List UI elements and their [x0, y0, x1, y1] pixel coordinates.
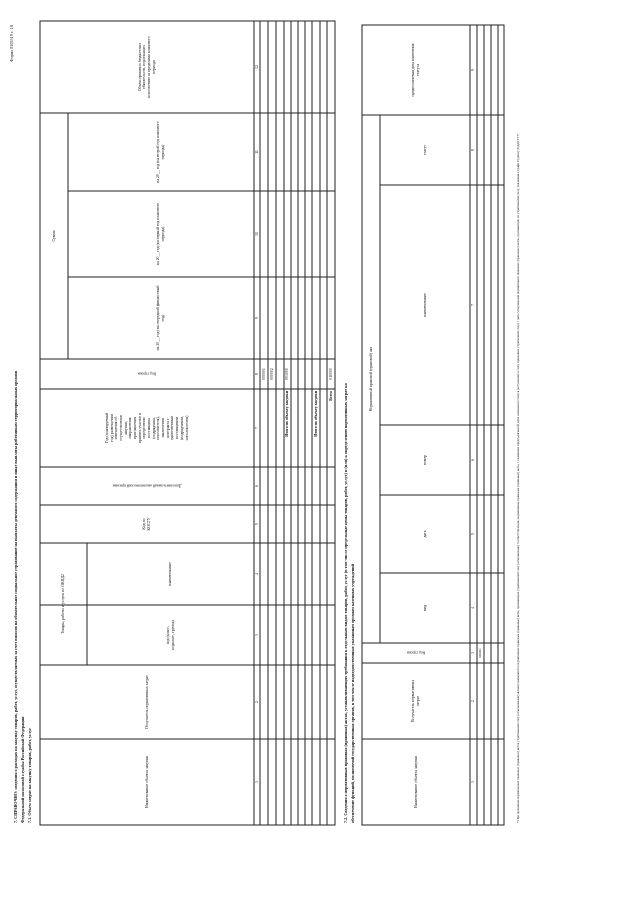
t72-col-planned-date: предполагаемая дата изменения статуса: [411, 43, 420, 97]
t71-col-year: Год (планируемый год) размещения извещения об осуществлении закупки, направления приглашения принять участие в определении поставщика (подрядчика, исполнителя), заключения контракта с единственным поставщиком (подрядчиком, исполнителем): [104, 412, 189, 444]
t72-num-9: 9: [471, 69, 476, 71]
section7-subheading: Федеральной налоговой службы Российской Федерации: [20, 716, 25, 823]
t72-col-number: номер: [422, 454, 427, 466]
t71-row-code-2: 000002: [269, 368, 274, 380]
t71-col-sum-y3: на 20__ год (на второй год планового периода): [156, 121, 165, 183]
t71-col-recipient: Получатель нормативных затрат: [144, 675, 149, 729]
t71-col-okpd-code: код (класс, подкласс, группа): [165, 620, 175, 650]
t71-col-analytic-text: Дополнительный аналитический признак: [112, 484, 182, 488]
section72-heading2: обеспечение функций, полномочий государственных органов, в том числе подведомственных указанным органам казенных учреждений: [350, 564, 355, 823]
t71-col-sum-group: Сумма: [51, 230, 56, 242]
form-code: Форма 0505519 с. 18: [9, 25, 14, 62]
t71-row-code-1: 000001: [261, 368, 266, 380]
t71-col-okpd-name: наименование: [168, 562, 173, 586]
t71-num-7: 7: [254, 427, 259, 429]
t71-num-2: 2: [254, 701, 259, 703]
t72-num-5: 5: [471, 533, 476, 535]
t72-col-date: дата: [422, 530, 427, 538]
t71-total-label: Всего: [328, 391, 333, 401]
t71-total-code: 010000: [328, 368, 333, 380]
t72-num-3: 3: [471, 652, 476, 654]
t72-col-act-group: Нормативный правовой (правовой) акт: [368, 346, 373, 412]
t71-num-4: 4: [254, 573, 259, 575]
t71-num-12: 12: [254, 65, 259, 69]
t71-num-11: 11: [254, 150, 259, 154]
t72-col-kind: вид: [422, 605, 427, 611]
t71-col-volume: Объем принятых бюджетных обязательств, подлежащих исполнению за пределами планового периода: [137, 36, 156, 98]
t72-col-line-code: [362, 643, 470, 663]
section71-heading: 7.1. Объем затрат на закупку товаров, работ, услуг: [27, 727, 32, 823]
t71-col-name: Наименование объекта закупки: [144, 755, 149, 809]
t72-num-6: 6: [471, 459, 476, 461]
t72-num-2: 2: [471, 700, 476, 702]
t72-num-4: 4: [471, 607, 476, 609]
t72-num-1: 1: [471, 781, 476, 783]
t71-num-1: 1: [254, 781, 259, 783]
t71-num-8: 8: [254, 373, 259, 375]
t71-num-5: 5: [254, 523, 259, 525]
t71-col-kosgu: Код по КОСГУ: [142, 517, 151, 531]
t72-col-status: статус: [422, 144, 427, 156]
t71-col-sum-y1: на 20__ год (на очередной финансовый год): [156, 285, 165, 351]
t72-col-recipient: Получатель нормативных затрат: [411, 679, 420, 723]
section72-heading: 7.2. Сведения о нормативных правовых (правовых) актах, устанавливающих требования к отдельным видам товаров, работ, услуг (в том числе предельные цены товаров, работ, услуг) и (или) к определению нормативных затрат на: [343, 383, 348, 823]
t72-col-title: наименование: [422, 293, 427, 317]
t71-num-6: 6: [254, 485, 259, 487]
t71-num-10: 10: [254, 232, 259, 236]
t72-row-code: 000001: [477, 648, 482, 658]
t72-num-7: 7: [471, 304, 476, 306]
t71-total-object-label2: Итого по объекту закупки: [313, 391, 318, 437]
t71-total-object-label: Итого по объекту закупки: [285, 391, 290, 437]
t71-col-okpd-group: Товары, работы и услуги по ОКПД2: [61, 574, 66, 634]
t71-num-3: 3: [254, 634, 259, 636]
t71-total-object-code: 001000: [285, 368, 290, 380]
t71-num-9: 9: [254, 317, 259, 319]
t72-col-line-code-text: Код строки: [406, 651, 426, 655]
footnote: * При признании нормативных правовых (правовых) актов утратившими силу (отмененными) актами указываются нормативные правовые (правовые) акты, признающие утратившими силу (отменяющие) соответствующие нормативные правовые (правовые) акты, с указанием предполагаемой даты изменения статуса (вступление в силу, признание утратившим силу) с даты утверждения нормативных правовых (правовых) актов, признающих их утратившими силу, указанная в графе 9 (даты) 'Д.ДД.ГГГГ'.: [516, 132, 520, 823]
t72-col-name: Наименование объекта закупки: [413, 755, 418, 809]
t71-col-sum-y2: на 20__ год (на первый год планового периода): [156, 202, 165, 266]
section7-heading: 7. СПРАВОЧНО: сведения о расходах на закупку товаров, работ, услуг, осуществляемых за счет взносов на обязательное социальное страхование на выплаты денежного содержания и иные выплаты работникам территориальных органов: [13, 370, 18, 823]
t71-col-line-code-text: Код строки: [137, 372, 157, 376]
t72-num-8: 8: [471, 149, 476, 151]
